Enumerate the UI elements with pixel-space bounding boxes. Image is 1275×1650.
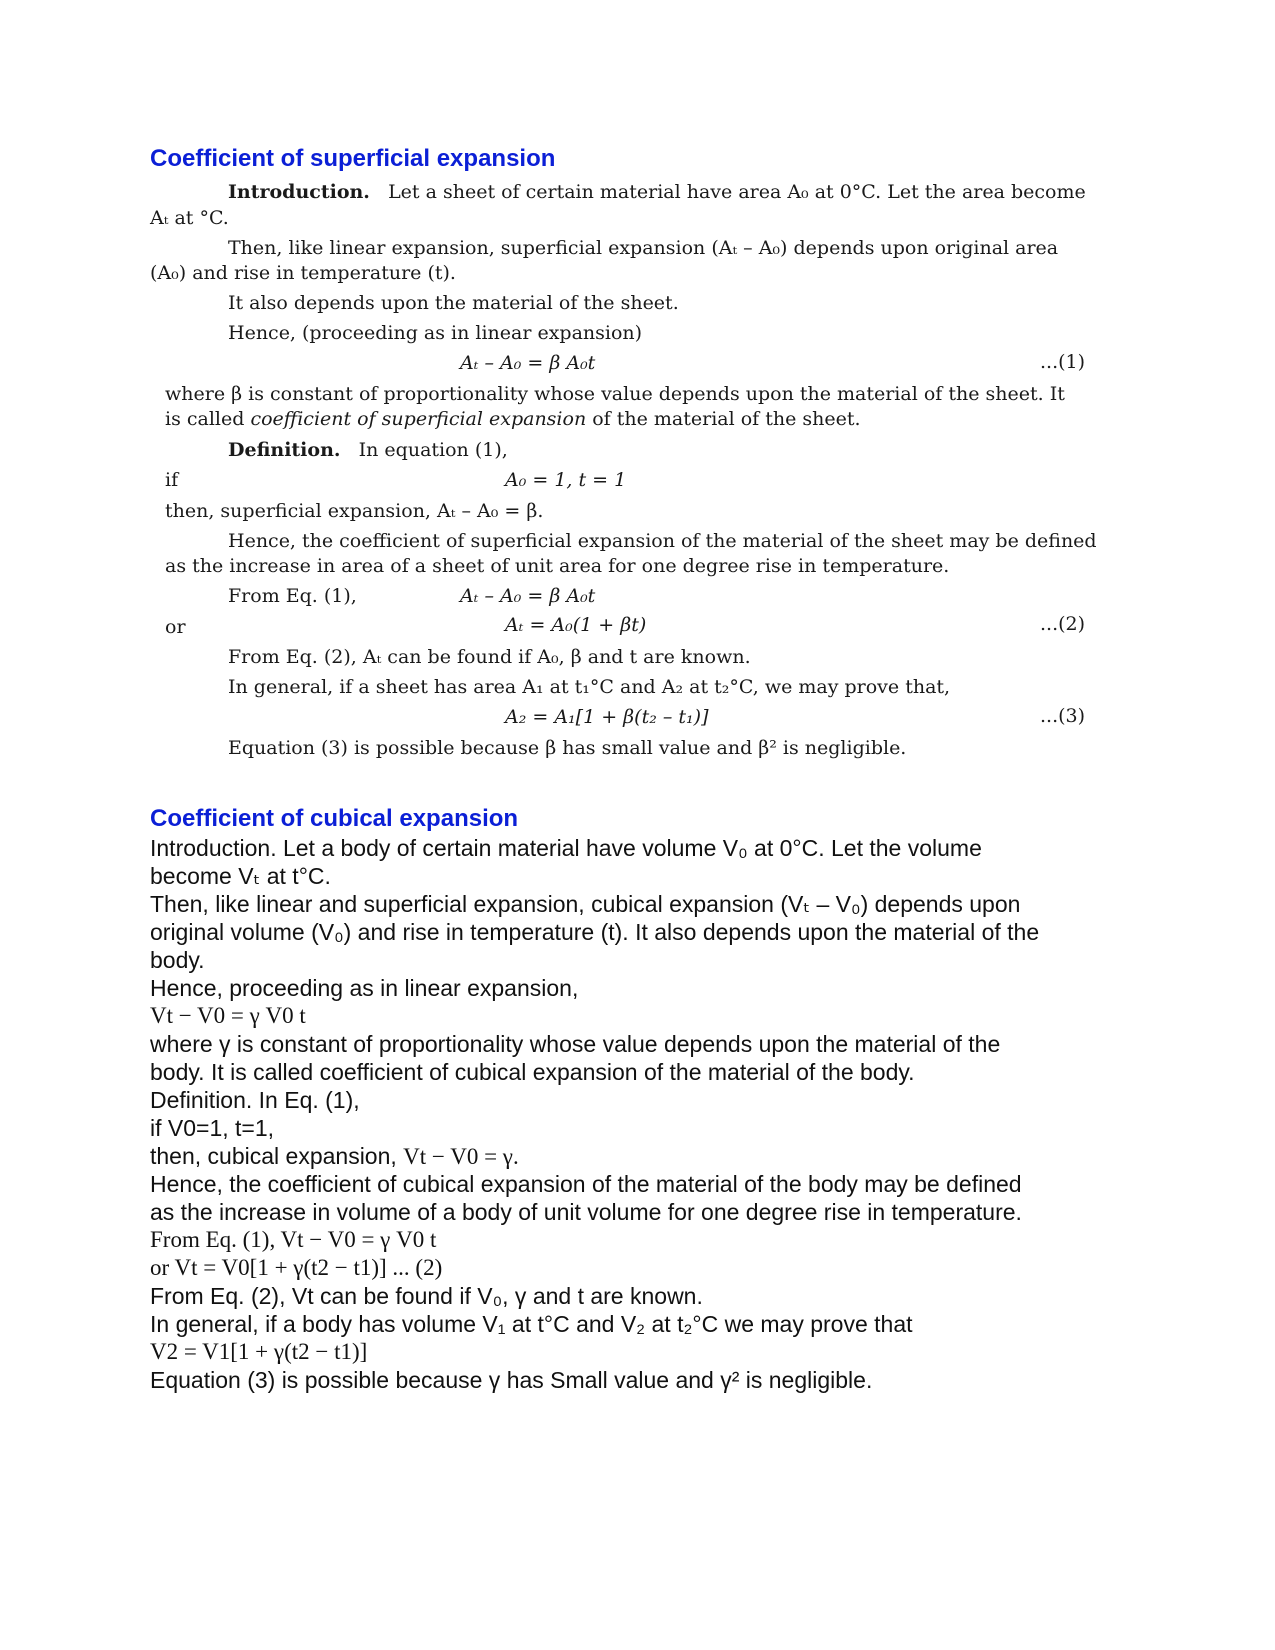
cubical-heading: Coefficient of cubical expansion [150,805,519,832]
definition-label: Definition. [228,439,341,461]
from-eq1-equation [460,583,595,609]
where-line-1: where β is constant of proportionality whose value depends upon the material of the sheet. It [165,383,1065,405]
definition-line [228,437,508,463]
cubical-equation-2: or Vt = V0[1 + γ(t2 − t1)] ... (2) [150,1255,443,1280]
where-line-2-post: of the material of the sheet. [586,408,861,430]
if-label: if [165,469,179,491]
cubical-paragraph-line: Definition. In Eq. (1), [150,1087,360,1113]
superficial-heading: Coefficient of superficial expansion [150,145,556,172]
cubical-then-line [150,1142,519,1171]
hence-proceeding-line: Hence, (proceeding as in linear expansion) [228,322,643,344]
then-expansion-line: then, superficial expansion, Aₜ – A₀ = β. [165,500,544,522]
intro-line-1 [228,179,1086,205]
intro-text-1: Let a sheet of certain material have area A₀ at 0°C. Let the area become [388,181,1086,203]
cubical-paragraph-line: body. [150,947,205,973]
equation-3-tag: ...(3) [1040,705,1086,727]
cubical-paragraph-line: where γ is constant of proportionality whose value depends upon the material of the [150,1031,1001,1057]
cubical-paragraph-line: Introduction. Let a body of certain material have volume V₀ at 0°C. Let the volume [150,835,982,861]
equation-2 [505,612,646,638]
if-equation [505,467,626,493]
cubical-paragraph-line: Hence, proceeding as in linear expansion, [150,975,579,1001]
also-depends-line: It also depends upon the material of the sheet. [228,292,679,314]
cubical-then-equation: Vt − V0 = γ. [403,1144,519,1169]
equation-1-text: Aₜ – A₀ = β A₀t [460,352,596,374]
intro-label: Introduction. [228,181,370,203]
cubical-paragraph-line: Then, like linear and superficial expansion, cubical expansion (Vₜ – V₀) depends upon [150,891,1021,917]
cubical-equation-1: Vt − V0 = γ V0 t [150,1003,306,1028]
where-line-2-term: coefficient of superficial expansion [250,408,587,430]
equation-2-text: Aₜ = A₀(1 + βt) [505,614,647,636]
if-equation-text: A₀ = 1, t = 1 [505,469,627,491]
where-line-2 [165,406,861,432]
equation-3-text: A₂ = A₁[1 + β(t₂ – t₁)] [505,706,709,728]
cubical-paragraph-line: if V0=1, t=1, [150,1115,275,1141]
cubical-in-general: In general, if a body has volume V₁ at t°C and V₂ at t₂°C we may prove that [150,1311,913,1337]
cubical-from-eq1: From Eq. (1), Vt − V0 = γ V0 t [150,1227,437,1252]
equation-1-tag: ...(1) [1040,351,1086,373]
from-eq1-equation-text: Aₜ – A₀ = β A₀t [460,585,596,607]
cubical-paragraph-line: Hence, the coefficient of cubical expansion of the material of the body may be defined [150,1171,1022,1197]
cubical-paragraph-line: become Vₜ at t°C. [150,863,331,889]
cubical-equation-3: V2 = V1[1 + γ(t2 − t1)] [150,1339,368,1364]
equation-2-tag: ...(2) [1040,613,1086,635]
equation-1 [460,350,595,376]
cubical-equation-3-note: Equation (3) is possible because γ has Small value and γ² is negligible. [150,1367,873,1393]
equation-3 [505,704,708,730]
then-line-2: (A₀) and rise in temperature (t). [150,262,456,284]
in-general-line: In general, if a sheet has area A₁ at t₁°C and A₂ at t₂°C, we may prove that, [228,676,951,698]
intro-line-2: Aₜ at °C. [150,207,229,229]
then-line-1: Then, like linear expansion, superficial expansion (Aₜ – A₀) depends upon original area [228,237,1059,259]
hence-definition-line-1: Hence, the coefficient of superficial expansion of the material of the sheet may be defined [228,530,1097,552]
cubical-from-eq2: From Eq. (2), Vt can be found if V₀, γ and t are known. [150,1283,703,1309]
cubical-then-text: then, cubical expansion, [150,1143,404,1169]
cubical-paragraph-line: as the increase in volume of a body of unit volume for one degree rise in temperature. [150,1199,1022,1225]
equation-3-note: Equation (3) is possible because β has small value and β² is negligible. [228,737,907,759]
cubical-paragraph-line: original volume (V₀) and rise in temperature (t). It also depends upon the material of the [150,919,1040,945]
from-eq1-label: From Eq. (1), [228,585,357,607]
cubical-paragraph-line: body. It is called coefficient of cubical expansion of the material of the body. [150,1059,915,1085]
from-eq2-line: From Eq. (2), Aₜ can be found if A₀, β and t are known. [228,646,751,668]
hence-definition-line-2: as the increase in area of a sheet of unit area for one degree rise in temperature. [165,555,950,577]
where-line-2-pre: is called [165,408,251,430]
definition-text: In equation (1), [358,439,508,461]
or-label: or [165,616,186,638]
